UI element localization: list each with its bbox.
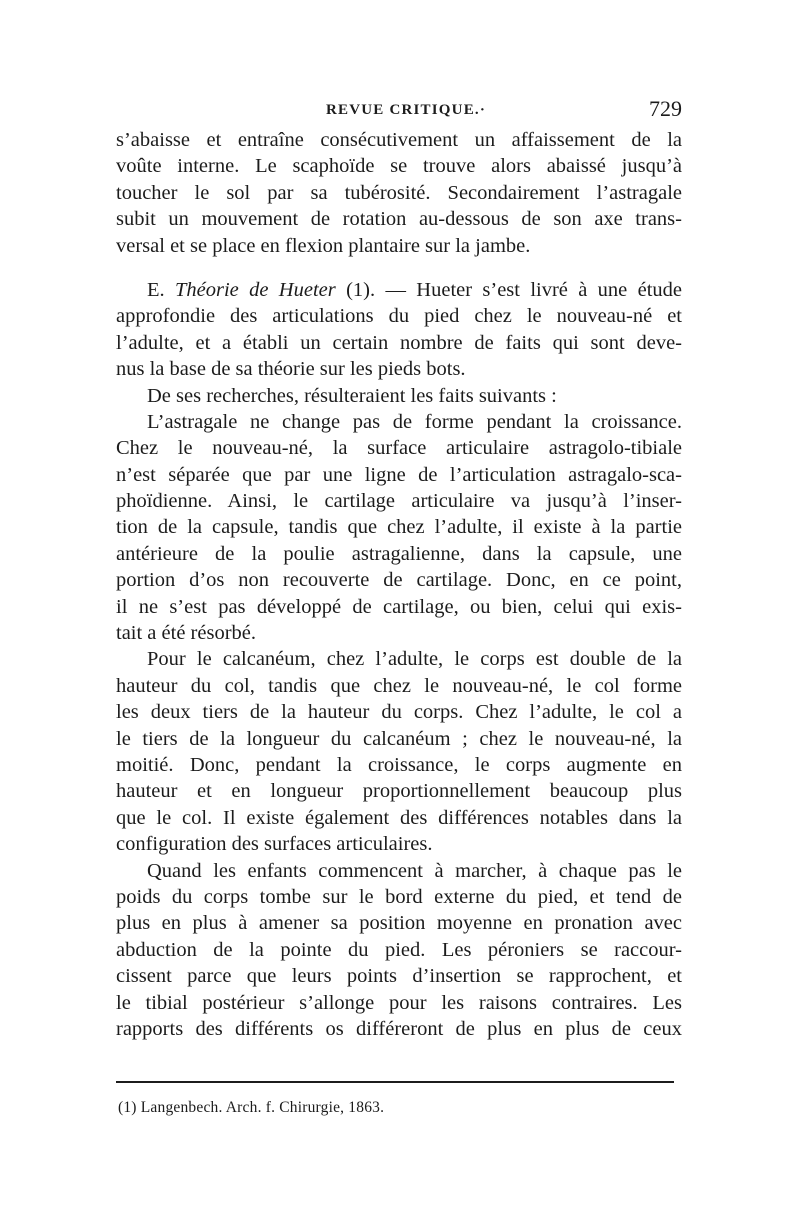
text-line: moitié. Donc, pendant la croissance, le corps augmente en (116, 753, 682, 776)
text-line: L’astragale ne change pas de forme pendant la croissance. (147, 410, 682, 433)
text-line: les deux tiers de la hauteur du corps. Chez l’adulte, le col a (116, 701, 682, 724)
text-line: le tibial postérieur s’allonge pour les raisons contraires. Les (116, 991, 682, 1014)
text-line: le tiers de la longueur du calcanéum ; chez le nouveau-né, la (116, 727, 682, 750)
section-title: Théorie de Hueter (175, 278, 336, 301)
text-line: portion d’os non recouverte de cartilage. Donc, en ce point, (116, 569, 682, 592)
section-heading-rest: (1). — Hueter s’est livré à une étude (335, 278, 682, 301)
text-line: Pour le calcanéum, chez l’adulte, le corps est double de la (147, 648, 682, 671)
footnote-rule (116, 1081, 674, 1083)
text-line: nus la base de sa théorie sur les pieds bots. (116, 358, 466, 381)
text-line: cissent parce que leurs points d’insertion se rapprochent, et (116, 965, 682, 988)
text-line: rapports des différents os différeront de plus en plus de ceux (116, 1017, 682, 1040)
section-gap (116, 259, 682, 277)
text-line: il ne s’est pas développé de cartilage, ou bien, celui qui exis- (116, 595, 682, 618)
text-line: configuration des surfaces articulaires. (116, 833, 433, 856)
text-line: phoïdienne. Ainsi, le cartilage articulaire va jusqu’à l’inser- (116, 490, 682, 513)
text-line: voûte interne. Le scaphoïde se trouve alors abaissé jusqu’à (116, 155, 682, 178)
text-line: subit un mouvement de rotation au-dessous de son axe trans- (116, 208, 682, 231)
text-line: que le col. Il existe également des différences notables dans la (116, 806, 682, 829)
text-line: poids du corps tombe sur le bord externe du pied, et tend de (116, 885, 682, 908)
text-line: approfondie des articulations du pied chez le nouveau-né et (116, 305, 682, 328)
body-text (116, 127, 682, 1042)
text-line: tait a été résorbé. (116, 622, 257, 645)
text-line: versal et se place en flexion plantaire sur la jambe. (116, 234, 531, 257)
text-line: tion de la capsule, tandis que chez l’adulte, il existe à la partie (116, 516, 682, 539)
page-number: 729 (649, 96, 682, 121)
page-header (116, 96, 682, 126)
text-line: antérieure de la poulie astragalienne, dans la capsule, une (116, 542, 682, 565)
running-head: REVUE CRITIQUE.· (326, 102, 487, 118)
footnote: (1) Langenbech. Arch. f. Chirurgie, 1863. (118, 1099, 385, 1116)
text-line: hauteur du col, tandis que chez le nouveau-né, le col forme (116, 674, 682, 697)
text-line: Quand les enfants commencent à marcher, à chaque pas le (147, 859, 682, 882)
text-line: hauteur et en longueur proportionnellement beaucoup plus (116, 780, 682, 803)
text-line: Chez le nouveau-né, la surface articulaire astragolo-tibiale (116, 437, 682, 460)
text-line: plus en plus à amener sa position moyenne en pronation avec (116, 912, 682, 935)
text-line: De ses recherches, résulteraient les faits suivants : (147, 384, 557, 407)
text-line: abduction de la pointe du pied. Les péroniers se raccour- (116, 938, 682, 961)
text-line: s’abaisse et entraîne consécutivement un affaissement de la (116, 129, 682, 151)
text-line: l’adulte, et a établi un certain nombre de faits qui sont deve- (116, 331, 682, 354)
section-heading-line (116, 277, 682, 303)
text-line: toucher le sol par sa tubérosité. Secondairement l’astragale (116, 181, 682, 204)
section-letter: E. (147, 278, 175, 301)
text-line: n’est séparée que par une ligne de l’articulation astragalo-sca- (116, 463, 682, 486)
